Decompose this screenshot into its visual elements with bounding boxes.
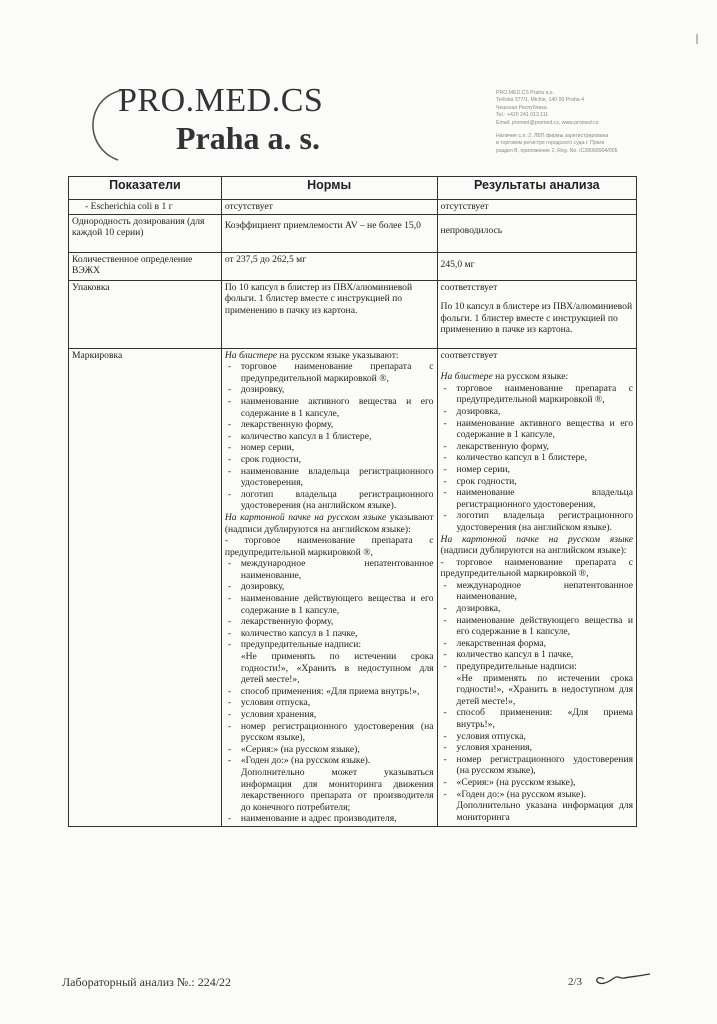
list-item: - номер серии, [441,464,633,476]
punch-mark [690,34,698,44]
box-list [225,558,434,825]
table-row [69,348,637,826]
list-item: - торговое наименование препарата с предупредительной маркировкой ®, [225,361,434,384]
list-item: «Не применять по истечении срока годности!», «Хранить в недоступном для детей месте!», [456,672,633,707]
list-item: «Не применять по истечении срока годности!», «Хранить в недоступном для детей месте!», [240,651,434,686]
list-item: - номер регистрационного удостоверения (на русском языке), [441,754,633,777]
result-cell: 245,0 мг [437,252,636,280]
list-item: - наименование действующего вещества и его содержание в 1 капсуле, [441,615,633,638]
list-item: - логотип владельца регистрационного удостоверения (на английском языке). [225,489,434,512]
blister-intro-italic: На блистере [440,371,493,383]
param-cell: Упаковка [69,280,222,348]
result-cell: отсутствует [437,200,636,215]
contact-line: Email: promed@promed.cz, www.promed.cz [496,119,599,126]
signature-icon [590,965,660,989]
blister-list [441,383,633,534]
list-item: - условия отпуска, [225,697,434,709]
box-first-item: - торговое наименование препарата с предупредительной маркировкой ®, [440,556,633,580]
param-cell: - Escherichia coli в 1 г [69,200,222,215]
logo-name: PRO.MED.CS [118,82,324,119]
blister-intro-text: на русском языке: [492,371,569,383]
list-item: - «Серия:» (на русском языке), [225,744,434,756]
list-item: - дозировку, [225,384,434,396]
box-intro-text: (надписи дублируются на английском языке): [440,545,627,557]
contact-line: Tel.: +420 241 013 111 [496,112,549,119]
analysis-table [68,176,637,827]
list-item: - дозировку, [225,581,434,593]
company-contact [496,90,701,155]
list-item: - «Годен до:» (на русском языке). [225,755,434,767]
box-intro-text: указывают (надписи дублируются на английском языке): [224,511,434,535]
list-item: - количество капсул в 1 пачке, [441,649,633,661]
list-item: Дополнительно указана информация для мониторинга [456,800,633,823]
result-cell [437,280,636,348]
result-cell [437,348,636,826]
norm-cell: от 237,5 до 262,5 мг [221,252,437,280]
list-item: - номер серии, [225,442,434,454]
list-item: - «Годен до:» (на русском языке). [441,789,633,801]
logo-location: Praha a. s. [176,120,320,156]
list-item: - условия хранения, [441,742,633,754]
blister-list [225,361,434,512]
contact-line: PRO.MED.CS Praha a.s. [496,90,554,96]
list-item: - количество капсул в 1 пачке, [225,628,434,640]
list-item: - наименование владельца регистрационного удостоверения, [441,487,633,510]
list-item: - количество капсул в 1 блистере, [225,431,434,443]
lab-analysis-number: Лабораторный анализ №.: 224/22 [62,975,232,989]
param-cell: Однородность дозирования (для каждой 10 серии) [69,214,222,252]
norm-cell [221,348,437,826]
list-item: - наименование действующего вещества и его содержание в 1 капсуле, [225,593,434,616]
param-cell: Маркировка [69,348,222,826]
box-first-item: - торговое наименование препарата с предупредительной маркировкой ®, [224,535,434,558]
list-item: - количество капсул в 1 блистере, [441,452,633,464]
list-item: Дополнительно может указываться информация для мониторинга движения лекарственного препарата от производителя до конечного потребителя; [240,766,434,813]
list-item: - лекарственная форма, [441,638,633,650]
norm-cell: отсутствует [221,200,437,215]
list-item: - условия хранения, [225,709,434,721]
contact-line: Чешская Республика [496,104,547,111]
result-cell: непроводилось [437,214,636,252]
list-item: - способ применения: «Для приема внутрь!», [225,686,434,698]
list-item: - международное непатентованное наименование, [225,558,434,581]
norm-cell: Коэффициент приемлемости AV – не более 15,0 [221,214,437,252]
list-item: - срок годности, [441,476,633,488]
list-item: - предупредительные надписи: [441,661,633,673]
box-intro-italic: На картонной пачке на русском языке [224,511,387,523]
list-item: - предупредительные надписи: [225,639,434,651]
list-item: - условия отпуска, [441,731,633,743]
norm-cell: По 10 капсул в блистер из ПВХ/алюминиевой фольги. 1 блистер вместе с инструкцией по применению в пачку из картона. [221,280,437,348]
list-item: - лекарственную форму, [225,419,434,431]
header-results: Результаты анализа [437,177,636,200]
list-item: - номер регистрационного удостоверения (на русском языке), [225,721,434,744]
list-item: - наименование владельца регистрационного удостоверения, [225,466,434,489]
list-item: - дозировка, [441,603,633,615]
param-cell: Количественное определение ВЭЖХ [69,252,222,280]
blister-intro-italic: На блистере [224,349,278,361]
box-list [441,580,633,823]
list-item: - лекарственную форму, [441,441,633,453]
table-row [69,200,637,215]
contact-line: Telčská 377/1, Michle, 140 00 Praha 4 [496,97,584,104]
blister-intro-text: на русском языке указывают: [277,349,399,361]
list-item: - срок годности, [225,454,434,466]
list-item: - наименование и адрес производителя, [225,813,434,825]
list-item: - наименование активного вещества и его содержание в 1 капсуле, [441,418,633,441]
registration-line: в торговом регистре городского суда г. Праги [496,140,605,147]
box-intro-italic: На картонной пачке на русском языке [440,533,633,545]
result-status: соответствует [440,281,498,293]
registration-line: раздел В, приложение 2, Reg. No: IČ28068904/005 [496,147,618,154]
table-row [69,252,637,280]
list-item: - международное непатентованное наименование, [441,580,633,603]
list-item: - дозировка, [441,406,633,418]
result-text: По 10 капсул в блистере из ПВХ/алюминиевой фольги. 1 блистер вместе с инструкцией по применению в пачке из картона. [440,301,633,336]
list-item: - наименование активного вещества и его содержание в 1 капсуле, [225,396,434,419]
list-item: - торговое наименование препарата с предупредительной маркировкой ®, [441,383,633,406]
table-header [69,177,637,200]
list-item: - лекарственную форму, [225,616,434,628]
list-item: - логотип владельца регистрационного удостоверения (на английском языке). [441,510,633,533]
header-parameters: Показатели [69,177,222,200]
list-item: - способ применения: «Для приема внутрь!», [441,707,633,730]
result-status: соответствует [440,349,498,361]
registration-line: Наличие с.п. 2, ЛБП фирмы зарегистрирована [496,133,609,140]
table-row [69,214,637,252]
table-row [69,280,637,348]
page-number: 2/3 [568,976,583,988]
list-item: - «Серия:» (на русском языке), [441,777,633,789]
header-norms: Нормы [221,177,437,200]
